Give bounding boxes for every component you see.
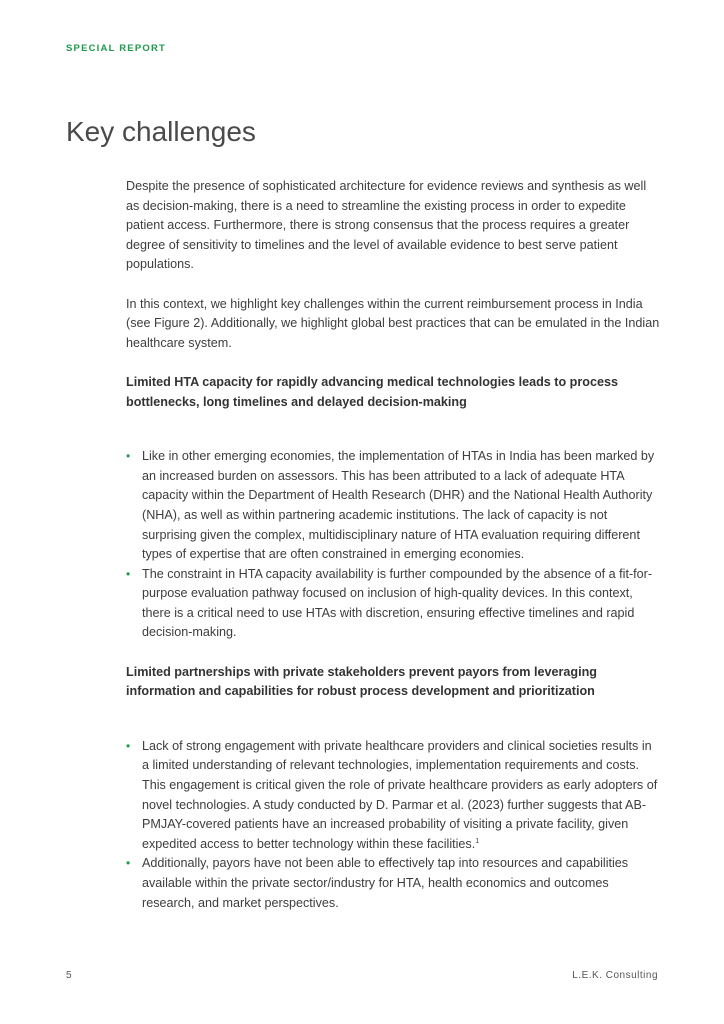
list-item xyxy=(126,854,660,913)
section-heading-private-partnerships: Limited partnerships with private stakeholders prevent payors from leveraging information and capabilities for robust process development and prioritization xyxy=(126,664,597,699)
bullet-list-hta-capacity xyxy=(126,447,660,643)
intro-paragraph-1: Despite the presence of sophisticated architecture for evidence reviews and synthesis as well as decision-making, there is a need to streamline the existing process in order to expedite patient access. Furthermore, there is strong consensus that the process requires a greater degree of sensitivity to timelines and the level of available evidence to best serve patient populations. xyxy=(126,179,647,272)
list-item xyxy=(126,565,660,643)
footer-brand: L.E.K. Consulting xyxy=(572,970,658,981)
list-item xyxy=(126,737,660,855)
footnote-reference[interactable]: 1 xyxy=(475,837,480,845)
main-content xyxy=(126,177,660,933)
bullet-list-private-partnerships xyxy=(126,737,660,913)
report-label: SPECIAL REPORT xyxy=(66,43,167,54)
page-number: 5 xyxy=(66,970,72,981)
bullet-icon: • xyxy=(126,738,131,753)
intro-paragraph-2: In this context, we highlight key challenges within the current reimbursement process in India (see Figure 2). Additionally, we highlight global best practices that can be emulated in the Indian healthcare system. xyxy=(126,296,660,350)
list-item xyxy=(126,447,660,565)
list-item-text: Like in other emerging economies, the implementation of HTAs in India has been marked by an increased burden on assessors. This has been attributed to a lack of adequate HTA capacity within the Department of Health Research (DHR) and the National Health Authority (NHA), as well as within partnering academic institutions. The lack of capacity is not surprising given the complex, multidisciplinary nature of HTA evaluation requiring different types of expertise that are often constrained in emerging economies. xyxy=(142,449,655,562)
page-title: Key challenges xyxy=(66,116,256,147)
list-item-text: The constraint in HTA capacity availability is further compounded by the absence of a fit-for-purpose evaluation pathway focused on inclusion of high-quality devices. In this context, there is a critical need to use HTAs with discretion, ensuring effective timelines and rapid decision-making. xyxy=(142,566,653,640)
bullet-icon: • xyxy=(126,449,131,464)
bullet-icon: • xyxy=(126,856,131,871)
section-heading-hta-capacity: Limited HTA capacity for rapidly advancing medical technologies leads to process bottlenecks, long timelines and delayed decision-making xyxy=(126,374,618,409)
list-item-text: Additionally, payors have not been able to effectively tap into resources and capabilities available within the private sector/industry for HTA, health economics and outcomes research, and market perspectives. xyxy=(142,856,629,910)
bullet-icon: • xyxy=(126,566,131,581)
list-item-text: Lack of strong engagement with private healthcare providers and clinical societies results in a limited understanding of relevant technologies, implementation requirements and costs. This engagement is critical given the role of private healthcare providers as early adopters of novel technologies. A study conducted by D. Parmar et al. (2023) further suggests that AB-PMJAY-covered patients have an increased probability of visiting a private facility, given expedited access to better technology within these facilities. xyxy=(142,738,658,851)
